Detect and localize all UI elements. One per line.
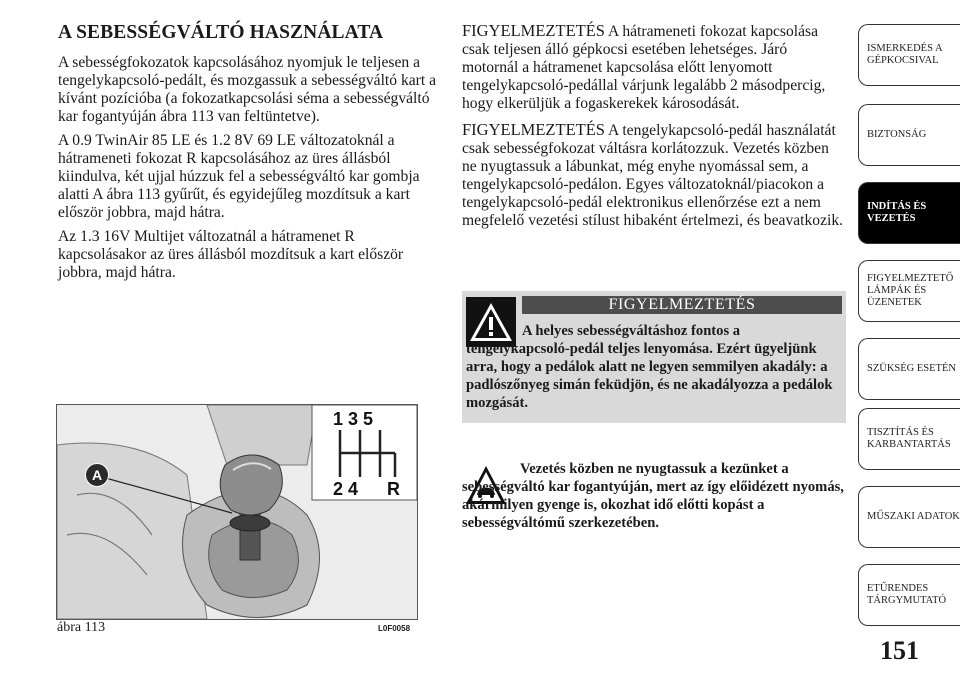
tab-tisztitas[interactable]	[858, 408, 960, 470]
warning-heading-1: FIGYELMEZTETÉS	[462, 21, 605, 40]
tab-ismerkedes[interactable]	[858, 24, 960, 86]
tab-label: ETŰRENDES TÁRGYMUTATÓ	[867, 583, 947, 606]
page-number: 151	[880, 636, 919, 665]
warning-text-2: A tengelykapcsoló-pedál használatát csak sebességfokozat váltásra korlátozzuk. Vezetés közben ne nyugtassuk a lábunkat, még enyhe nyomással sem, a tengelykapcsoló-pedálon. Egyes változatoknál/piacokon a tengelykapcsoló-pedál elektronikus ellenőrzése ezt a nem megfelelő vezetési stílust hibaként értelmezi, és beavatkozik.	[462, 122, 844, 229]
tab-tartalomjegyzek[interactable]	[858, 564, 960, 626]
gear-label-top: 1 3 5	[333, 409, 374, 429]
tab-biztonsag[interactable]	[858, 104, 960, 166]
warning-box-text: A helyes sebességváltáshoz fontos a tengelykapcsoló-pedál teljes lenyomása. Ezért ügyeljünk arra, hogy a pedálok alatt ne legyen semmilyen akadály: a padlószőnyeg simán feküdjön, és ne akadályozza a pedálok mozgását.	[466, 323, 833, 411]
tab-label: TISZTÍTÁS ÉS KARBANTARTÁS	[867, 427, 951, 450]
tab-label: ISMERKEDÉS A GÉPKOCSIVAL	[867, 43, 943, 66]
note-text: Vezetés közben ne nyugtassuk a kezünket a sebességváltó kar fogantyúján, mert az így előidézett nyomás, akármilyen gyenge is, okozhat idő előtti kopást a sebességváltómű szerkezetében.	[462, 461, 844, 531]
tab-label: MŰSZAKI ADATOK	[867, 511, 960, 522]
paragraph-1: A sebességfokozatok kapcsolásához nyomjuk le teljesen a tengelykapcsoló-pedált, és mozgassuk a sebességváltó kart a kívánt pozícióba (a fokozatkapcsolási séma a sebességváltó kar fogantyúján ábra 113 van feltüntetve).	[58, 54, 437, 125]
gear-shift-figure	[56, 404, 418, 620]
tab-szukseg-eseten[interactable]	[858, 338, 960, 400]
gear-shift-illustration	[57, 405, 417, 619]
left-column	[58, 22, 444, 286]
gear-label-reverse: R	[387, 479, 400, 499]
warning-paragraph-1	[462, 22, 846, 113]
tab-label: SZÜKSÉG ESETÉN	[867, 363, 956, 374]
warning-heading-2: FIGYELMEZTETÉS	[462, 120, 605, 139]
figure-code: L0F0058	[378, 624, 411, 633]
tab-label: BIZTONSÁG	[867, 129, 927, 140]
section-title: A SEBESSÉGVÁLTÓ HASZNÁLATA	[58, 22, 384, 43]
tab-muszaki-adatok[interactable]	[858, 486, 960, 548]
warning-text-1: A hátrameneti fokozat kapcsolása csak teljesen álló gépkocsi esetében lehetséges. Járó motornál a hátramenet kapcsolása előtt lenyomott tengelykapcsoló-pedállal várjunk legalább 2 másodpercig, hogy elkerüljük a fogaskerekek károsodását.	[462, 23, 826, 112]
tab-label: FIGYELMEZTETŐ LÁMPÁK ÉS ÜZENETEK	[867, 273, 954, 308]
tab-inditas-es-vezetes[interactable]	[858, 182, 960, 244]
tab-label: INDÍTÁS ÉS VEZETÉS	[867, 201, 927, 224]
gear-label-bottom: 2 4	[333, 479, 359, 499]
warning-paragraph-2	[462, 121, 846, 230]
right-column	[462, 22, 846, 234]
callout-a: A	[85, 463, 109, 487]
paragraph-2: A 0.9 TwinAir 85 LE és 1.2 8V 69 LE változatoknál a hátrameneti fokozat R kapcsolásához az üres állásból kiindulva, két ujjal húzzuk fel a sebességváltó kar gombja alatti A ábra 113 gyűrűt, és egyidejűleg mozdítsuk a kart először jobbra, majd hátra.	[58, 132, 420, 221]
warning-band-label: FIGYELMEZTETÉS	[522, 296, 842, 314]
tab-figyelmezteto-lampak[interactable]	[858, 260, 960, 322]
warning-box	[462, 291, 846, 423]
paragraph-3: Az 1.3 16V Multijet változatnál a hátramenet R kapcsolásakor az üres állásból mozdítsuk a kart először jobbra, majd hátra.	[58, 228, 404, 281]
figure-caption: ábra 113	[57, 620, 106, 635]
note-block	[462, 460, 846, 532]
